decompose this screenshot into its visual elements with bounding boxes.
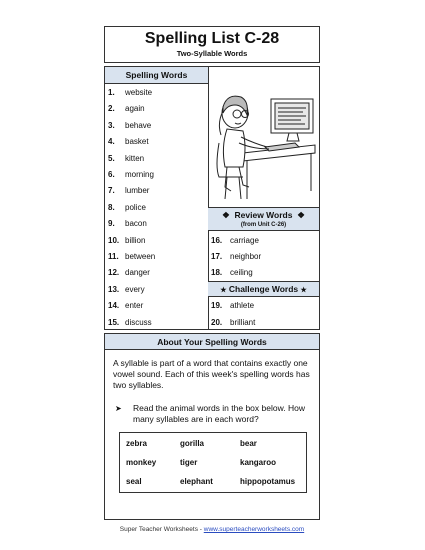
list-item <box>105 151 208 167</box>
word-text: brilliant <box>230 317 256 327</box>
list-item <box>105 249 208 265</box>
list-item <box>105 315 208 331</box>
list-item <box>105 282 208 298</box>
title-box <box>104 26 320 63</box>
animal-word: monkey <box>126 458 157 467</box>
footer-text: Super Teacher Worksheets - <box>119 526 204 533</box>
list-item <box>208 265 319 281</box>
word-text: every <box>125 284 145 294</box>
list-item <box>208 315 319 331</box>
word-text: carriage <box>230 235 259 245</box>
word-number: 16. <box>211 235 223 245</box>
word-number: 5. <box>108 153 115 163</box>
page-title: Spelling List C-28 <box>144 30 280 47</box>
word-number: 14. <box>108 301 120 311</box>
animal-words-box <box>119 432 307 493</box>
word-number: 4. <box>108 137 115 147</box>
list-item <box>105 134 208 150</box>
diamond-icon: ❖ <box>297 210 305 220</box>
list-item <box>105 85 208 101</box>
list-item <box>105 167 208 183</box>
word-number: 8. <box>108 202 115 212</box>
word-text: athlete <box>230 301 255 311</box>
animal-word: zebra <box>126 439 147 448</box>
animal-word: elephant <box>180 477 213 486</box>
page-subtitle: Two-Syllable Words <box>176 49 248 58</box>
list-item <box>105 265 208 281</box>
animal-word: gorilla <box>180 439 205 448</box>
list-item <box>105 298 208 314</box>
about-section-title: About Your Spelling Words <box>105 334 319 350</box>
word-text: basket <box>125 137 149 147</box>
word-text: lumber <box>125 186 150 196</box>
word-number: 18. <box>211 268 223 278</box>
list-item <box>208 249 319 265</box>
word-number: 13. <box>108 284 120 294</box>
word-text: behave <box>125 120 152 130</box>
word-number: 3. <box>108 120 115 130</box>
word-text: bacon <box>125 219 147 229</box>
list-item <box>105 216 208 232</box>
word-text: enter <box>125 301 144 311</box>
arrow-bullet-icon: ➤ <box>115 404 122 413</box>
footer <box>104 526 320 533</box>
word-text: kitten <box>125 153 145 163</box>
review-words-title: Review Words <box>234 210 293 220</box>
word-number: 2. <box>108 104 115 114</box>
word-text: ceiling <box>230 268 253 278</box>
list-item <box>105 183 208 199</box>
word-number: 6. <box>108 170 115 179</box>
animal-word: kangaroo <box>240 458 277 467</box>
word-text: between <box>125 252 156 261</box>
word-text: website <box>125 88 153 97</box>
word-text: police <box>125 202 146 212</box>
animal-word: tiger <box>180 458 198 467</box>
word-text: danger <box>125 268 150 278</box>
list-item <box>208 298 319 314</box>
list-item <box>105 200 208 216</box>
review-words-header <box>208 207 319 231</box>
word-number: 20. <box>211 317 223 327</box>
word-number: 19. <box>211 301 223 311</box>
instruction-text: Read the animal words in the box below. How many syllables are in each word? <box>133 403 305 424</box>
word-number: 17. <box>211 252 223 261</box>
about-section <box>104 333 320 520</box>
list-item <box>105 233 208 249</box>
diamond-icon: ❖ <box>222 210 230 220</box>
word-list-table <box>104 66 320 330</box>
girl-at-computer-illustration <box>213 87 317 205</box>
word-number: 11. <box>108 252 119 261</box>
animal-word: bear <box>240 439 257 448</box>
word-number: 1. <box>108 88 115 97</box>
animal-word: seal <box>126 477 142 486</box>
word-text: billion <box>125 235 146 245</box>
star-icon: ★ <box>300 287 307 294</box>
list-item <box>105 101 208 117</box>
list-item <box>105 118 208 134</box>
challenge-words-header <box>208 281 319 297</box>
review-words-subtitle: (from Unit C-26) <box>240 222 287 228</box>
word-text: neighbor <box>230 252 262 261</box>
word-number: 15. <box>108 317 120 327</box>
footer-link[interactable]: www.superteacherworksheets.com <box>203 526 305 533</box>
star-icon: ★ <box>220 287 227 294</box>
word-number: 10. <box>108 235 120 245</box>
word-number: 7. <box>108 186 115 196</box>
about-paragraph: A syllable is part of a word that contains exactly one vowel sound. Each of this week's spelling words has two syllables. <box>113 358 310 390</box>
word-number: 12. <box>108 268 120 278</box>
word-text: morning <box>125 170 154 179</box>
challenge-words-title: Challenge Words <box>228 284 299 294</box>
animal-word: hippopotamus <box>240 477 296 486</box>
list-item <box>208 233 319 249</box>
spelling-words-header: Spelling Words <box>105 67 209 84</box>
word-text: discuss <box>125 317 152 327</box>
word-number: 9. <box>108 219 115 229</box>
word-text: again <box>125 104 145 114</box>
